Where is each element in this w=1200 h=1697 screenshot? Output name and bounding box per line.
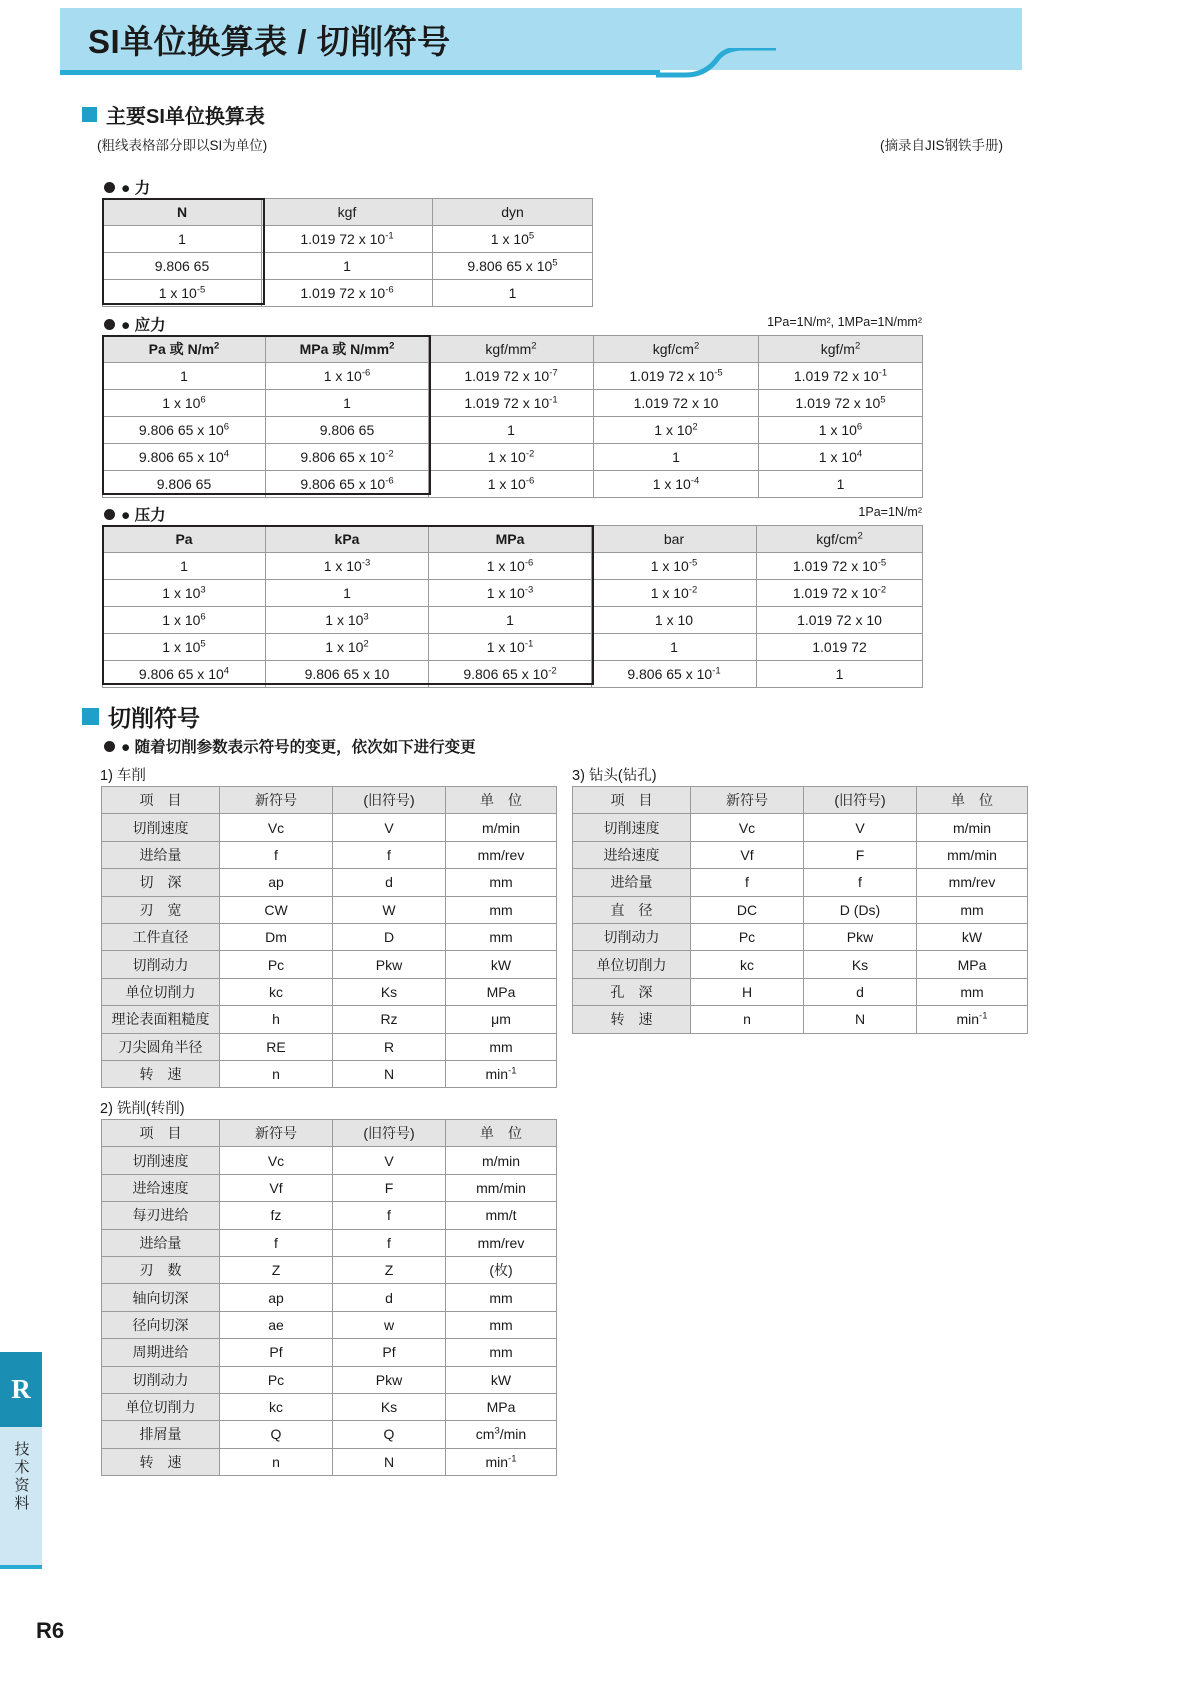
table-cell: n xyxy=(691,1006,804,1033)
table-cell: Vc xyxy=(220,814,333,841)
table-cell: f xyxy=(333,841,446,868)
table-cell: mm xyxy=(917,978,1028,1005)
table-cell: 周期进给 xyxy=(102,1339,220,1366)
table-cell: 1.019 72 x $10^{-2}$ xyxy=(757,580,923,607)
column-header: 单 位 xyxy=(446,787,557,814)
table-cell: 9.806 65 x $10^{-2}$ xyxy=(429,661,592,688)
table-cell: 进给量 xyxy=(102,1229,220,1256)
table-cell: $\min^{-1}$ xyxy=(446,1060,557,1087)
table-cell: 9.806 65 x $10^4$ xyxy=(103,661,266,688)
table-header-row xyxy=(102,1120,557,1147)
table-cell: Z xyxy=(333,1256,446,1283)
table-cell: W xyxy=(333,896,446,923)
table-cell: mm/rev xyxy=(446,1229,557,1256)
dot-bullet-icon xyxy=(104,319,115,330)
table-cell: f xyxy=(804,869,917,896)
table-cell: m/min xyxy=(446,1147,557,1174)
table-cell: D xyxy=(333,923,446,950)
table-cell: Dm xyxy=(220,923,333,950)
force-label xyxy=(104,176,150,198)
table-row xyxy=(102,1256,557,1283)
table-cell: $cm^3/\min$ xyxy=(446,1421,557,1448)
table-row xyxy=(102,1174,557,1201)
table-cell: Pkw xyxy=(333,1366,446,1393)
table-cell: 1 xyxy=(594,444,759,471)
table-cell: 1 x $10^2$ xyxy=(594,417,759,444)
table-cell: 1.019 72 x $10^5$ xyxy=(759,390,923,417)
table-cell: 转 速 xyxy=(102,1060,220,1087)
table-row xyxy=(103,226,593,253)
table-cell: 1 x $10^6$ xyxy=(103,390,266,417)
table-row xyxy=(102,1421,557,1448)
table-cell: 9.806 65 x $10^5$ xyxy=(433,253,593,280)
table-row xyxy=(103,253,593,280)
milling-symbol-table xyxy=(101,1119,557,1476)
table-cell: 1 x $10^6$ xyxy=(103,607,266,634)
table-cell: D (Ds) xyxy=(804,896,917,923)
table-cell: 1.019 72 x 10 xyxy=(594,390,759,417)
table-cell: Ks xyxy=(333,978,446,1005)
table-cell: Vc xyxy=(691,814,804,841)
table-cell: 单位切削力 xyxy=(102,978,220,1005)
force-conversion-table xyxy=(102,198,593,307)
table-cell: 1 x $10^5$ xyxy=(433,226,593,253)
table-cell: MPa xyxy=(917,951,1028,978)
table-cell: Pc xyxy=(691,923,804,950)
column-header: Pa 或 $N/m^2$ xyxy=(103,336,266,363)
table-cell: 1 x $10^{-5}$ xyxy=(103,280,262,307)
side-tab-underline xyxy=(0,1565,42,1569)
table-row xyxy=(102,923,557,950)
table-cell: 1 x $10^2$ xyxy=(266,634,429,661)
table-row xyxy=(573,841,1028,868)
turning-symbol-table xyxy=(101,786,557,1088)
dot-bullet-icon xyxy=(104,182,115,193)
table-cell: mm xyxy=(917,896,1028,923)
column-header: 项 目 xyxy=(573,787,691,814)
table-row xyxy=(102,869,557,896)
table-cell: mm xyxy=(446,869,557,896)
column-header: kgf/$mm^2$ xyxy=(429,336,594,363)
table-cell: ap xyxy=(220,1284,333,1311)
stress-conversion-table xyxy=(102,335,923,498)
table-cell: n xyxy=(220,1060,333,1087)
column-header: 新符号 xyxy=(220,787,333,814)
column-header: dyn xyxy=(433,199,593,226)
column-header: 单 位 xyxy=(917,787,1028,814)
table-cell: m/min xyxy=(917,814,1028,841)
table-row xyxy=(573,814,1028,841)
table-row xyxy=(103,363,923,390)
table-cell: d xyxy=(804,978,917,1005)
table-cell: 1 x $10^{-2}$ xyxy=(592,580,757,607)
table-cell: f xyxy=(333,1229,446,1256)
table-cell: 刃 数 xyxy=(102,1256,220,1283)
pressure-equation: 1Pa=1N/m² xyxy=(858,505,922,519)
table-cell: F xyxy=(804,841,917,868)
table-cell: 1 x $10^{-6}$ xyxy=(266,363,429,390)
table-cell: Z xyxy=(220,1256,333,1283)
table-cell: MPa xyxy=(446,1393,557,1420)
table-cell: 1 xyxy=(592,634,757,661)
table-cell: 1.019 72 x $10^{-5}$ xyxy=(757,553,923,580)
square-bullet-icon xyxy=(82,107,97,122)
table-cell: 排屑量 xyxy=(102,1421,220,1448)
table-cell: 1 xyxy=(266,390,429,417)
table-cell: fz xyxy=(220,1202,333,1229)
cutting-intro xyxy=(104,735,476,757)
table-cell: Pc xyxy=(220,951,333,978)
table-row xyxy=(103,634,923,661)
square-bullet-icon xyxy=(82,708,99,725)
table-cell: 转 速 xyxy=(573,1006,691,1033)
table-cell: ap xyxy=(220,869,333,896)
table-cell: Pf xyxy=(220,1339,333,1366)
table-cell: V xyxy=(804,814,917,841)
table-cell: 单位切削力 xyxy=(102,1393,220,1420)
column-header: bar xyxy=(592,526,757,553)
table-cell: DC xyxy=(691,896,804,923)
table-cell: kW xyxy=(446,951,557,978)
table-row xyxy=(102,1229,557,1256)
table-cell: CW xyxy=(220,896,333,923)
table-row xyxy=(573,869,1028,896)
table-header-row xyxy=(103,199,593,226)
table-row xyxy=(103,607,923,634)
table-cell: f xyxy=(220,841,333,868)
table-cell: 1.019 72 x $10^{-5}$ xyxy=(594,363,759,390)
column-header: kgf/$m^2$ xyxy=(759,336,923,363)
table-cell: 1 x $10^6$ xyxy=(759,417,923,444)
table-cell: Q xyxy=(220,1421,333,1448)
turning-caption: 1) 车削 xyxy=(100,768,146,784)
table-row xyxy=(102,1366,557,1393)
table-cell: $\min^{-1}$ xyxy=(917,1006,1028,1033)
table-cell: mm/rev xyxy=(917,869,1028,896)
table-row xyxy=(103,580,923,607)
table-cell: mm/min xyxy=(917,841,1028,868)
table-cell: mm/rev xyxy=(446,841,557,868)
table-cell: 1 xyxy=(103,226,262,253)
stress-label xyxy=(104,313,166,335)
table-header-row xyxy=(573,787,1028,814)
table-cell: 进给速度 xyxy=(573,841,691,868)
table-cell: mm xyxy=(446,1033,557,1060)
column-header: MPa xyxy=(429,526,592,553)
side-tab-letter-text: R xyxy=(11,1374,31,1404)
table-cell: 1 xyxy=(759,471,923,498)
table-cell: RE xyxy=(220,1033,333,1060)
table-row xyxy=(103,280,593,307)
table-cell: 9.806 65 xyxy=(103,471,266,498)
table-cell: 9.806 65 xyxy=(266,417,429,444)
table-cell: w xyxy=(333,1311,446,1338)
table-cell: 进给量 xyxy=(102,841,220,868)
pressure-conversion-table xyxy=(102,525,923,688)
table-row xyxy=(102,814,557,841)
table-cell: 1 xyxy=(103,363,266,390)
table-cell: H xyxy=(691,978,804,1005)
table-cell: Pkw xyxy=(804,923,917,950)
table-cell: (枚) xyxy=(446,1256,557,1283)
table-cell: R xyxy=(333,1033,446,1060)
table-row xyxy=(102,951,557,978)
table-cell: Pf xyxy=(333,1339,446,1366)
table-row xyxy=(102,1448,557,1475)
table-cell: 工件直径 xyxy=(102,923,220,950)
table-cell: 1 xyxy=(429,417,594,444)
table-cell: 切削动力 xyxy=(102,1366,220,1393)
table-cell: kc xyxy=(220,1393,333,1420)
table-cell: 切削速度 xyxy=(573,814,691,841)
table-cell: 切削动力 xyxy=(573,923,691,950)
table-cell: Pc xyxy=(220,1366,333,1393)
table-cell: 1.019 72 x 10 xyxy=(757,607,923,634)
table-cell: Ks xyxy=(804,951,917,978)
table-row xyxy=(103,390,923,417)
si-note-left: (粗线表格部分即以SI为单位) xyxy=(97,138,268,153)
table-row xyxy=(102,1339,557,1366)
table-cell: N xyxy=(333,1448,446,1475)
table-cell: 1 x $10^{-2}$ xyxy=(429,444,594,471)
table-cell: F xyxy=(333,1174,446,1201)
stress-label-text: ● 应力 xyxy=(121,317,166,334)
table-cell: 1 x $10^{-5}$ xyxy=(592,553,757,580)
table-cell: mm xyxy=(446,1284,557,1311)
section-heading-cutting-symbols xyxy=(82,700,200,733)
table-cell: 1 xyxy=(103,553,266,580)
column-header: Pa xyxy=(103,526,266,553)
table-cell: f xyxy=(691,869,804,896)
table-row xyxy=(103,444,923,471)
column-header: kPa xyxy=(266,526,429,553)
side-tab-label-text: 技术资料 xyxy=(12,1441,30,1513)
section-heading-si-table xyxy=(82,100,265,129)
table-cell: 1 x $10^3$ xyxy=(266,607,429,634)
table-row xyxy=(573,978,1028,1005)
table-cell: 理论表面粗糙度 xyxy=(102,1006,220,1033)
table-cell: 单位切削力 xyxy=(573,951,691,978)
column-header: (旧符号) xyxy=(333,1120,446,1147)
table-row xyxy=(102,978,557,1005)
table-cell: Ks xyxy=(333,1393,446,1420)
table-row xyxy=(102,1202,557,1229)
table-cell: N xyxy=(804,1006,917,1033)
section2-title: 切削符号 xyxy=(108,705,200,731)
table-row xyxy=(103,661,923,688)
column-header: (旧符号) xyxy=(804,787,917,814)
table-cell: 9.806 65 x $10^6$ xyxy=(103,417,266,444)
table-row xyxy=(103,553,923,580)
table-cell: 1 xyxy=(757,661,923,688)
table-row xyxy=(102,896,557,923)
column-header: kgf xyxy=(262,199,433,226)
table-cell: 1.019 72 x $10^{-1}$ xyxy=(262,226,433,253)
table-cell: mm/t xyxy=(446,1202,557,1229)
table-cell: h xyxy=(220,1006,333,1033)
table-cell: MPa xyxy=(446,978,557,1005)
drilling-caption: 3) 钻头(钻孔) xyxy=(572,768,657,784)
table-cell: 9.806 65 x $10^4$ xyxy=(103,444,266,471)
table-cell: 9.806 65 x $10^{-1}$ xyxy=(592,661,757,688)
table-cell: mm/min xyxy=(446,1174,557,1201)
table-cell: 1.019 72 x $10^{-1}$ xyxy=(429,390,594,417)
column-header: 新符号 xyxy=(691,787,804,814)
table-row xyxy=(573,1006,1028,1033)
table-cell: f xyxy=(333,1202,446,1229)
table-cell: 1 xyxy=(262,253,433,280)
table-cell: 1 x $10^5$ xyxy=(103,634,266,661)
page-number: R6 xyxy=(36,1618,65,1643)
header-underline xyxy=(60,70,660,75)
table-cell: d xyxy=(333,869,446,896)
table-cell: 刃 宽 xyxy=(102,896,220,923)
table-header-row xyxy=(103,526,923,553)
drilling-symbol-table xyxy=(572,786,1028,1034)
table-cell: $\min^{-1}$ xyxy=(446,1448,557,1475)
stress-equation: 1Pa=1N/m², 1MPa=1N/mm² xyxy=(767,315,922,329)
table-cell: 进给量 xyxy=(573,869,691,896)
table-cell: f xyxy=(220,1229,333,1256)
pressure-label-text: ● 压力 xyxy=(121,507,166,524)
table-cell: Pkw xyxy=(333,951,446,978)
dot-bullet-icon xyxy=(104,741,115,752)
milling-caption: 2) 铣削(转削) xyxy=(100,1101,185,1117)
table-cell: m/min xyxy=(446,814,557,841)
dot-bullet-icon xyxy=(104,509,115,520)
si-note-right: (摘录自JIS钢铁手册) xyxy=(880,138,1003,153)
table-cell: 1 x $10^3$ xyxy=(103,580,266,607)
table-cell: Rz xyxy=(333,1006,446,1033)
table-cell: 1 xyxy=(433,280,593,307)
side-index-tab-label[interactable] xyxy=(0,1427,42,1565)
column-header: 项 目 xyxy=(102,1120,220,1147)
force-label-text: ● 力 xyxy=(121,180,151,197)
table-cell: 1 x $10^{-3}$ xyxy=(429,580,592,607)
table-cell: kc xyxy=(220,978,333,1005)
pressure-label xyxy=(104,503,166,525)
column-header: kgf/$cm^2$ xyxy=(757,526,923,553)
table-cell: 1 x $10^4$ xyxy=(759,444,923,471)
table-header-row xyxy=(103,336,923,363)
table-cell: 1 x $10^{-3}$ xyxy=(266,553,429,580)
table-row xyxy=(102,1393,557,1420)
table-cell: 切削速度 xyxy=(102,1147,220,1174)
column-header: MPa 或 $N/mm^2$ xyxy=(266,336,429,363)
table-cell: μm xyxy=(446,1006,557,1033)
table-cell: 切削动力 xyxy=(102,951,220,978)
table-row xyxy=(102,1060,557,1087)
table-cell: 1 x $10^{-1}$ xyxy=(429,634,592,661)
table-row xyxy=(102,1006,557,1033)
table-cell: 1 xyxy=(429,607,592,634)
table-cell: 径向切深 xyxy=(102,1311,220,1338)
table-cell: 1 x 10 xyxy=(592,607,757,634)
table-cell: 1 x $10^{-4}$ xyxy=(594,471,759,498)
table-cell: 9.806 65 x 10 xyxy=(266,661,429,688)
column-header: kgf/$cm^2$ xyxy=(594,336,759,363)
table-cell: 1.019 72 x $10^{-7}$ xyxy=(429,363,594,390)
table-cell: mm xyxy=(446,1311,557,1338)
table-cell: V xyxy=(333,814,446,841)
table-cell: 刀尖圆角半径 xyxy=(102,1033,220,1060)
table-cell: N xyxy=(333,1060,446,1087)
table-cell: 轴向切深 xyxy=(102,1284,220,1311)
page-header xyxy=(60,8,1200,80)
table-row xyxy=(102,1284,557,1311)
table-cell: 转 速 xyxy=(102,1448,220,1475)
column-header: N xyxy=(103,199,262,226)
table-row xyxy=(573,896,1028,923)
table-cell: n xyxy=(220,1448,333,1475)
table-cell: 9.806 65 x $10^{-6}$ xyxy=(266,471,429,498)
side-index-tab-letter[interactable] xyxy=(0,1352,42,1427)
table-cell: V xyxy=(333,1147,446,1174)
column-header: (旧符号) xyxy=(333,787,446,814)
table-cell: 每刃进给 xyxy=(102,1202,220,1229)
cutting-intro-text: ● 随着切削参数表示符号的变更，依次如下进行变更 xyxy=(121,739,476,756)
column-header: 单 位 xyxy=(446,1120,557,1147)
table-cell: kW xyxy=(917,923,1028,950)
table-cell: 切 深 xyxy=(102,869,220,896)
table-cell: 切削速度 xyxy=(102,814,220,841)
table-row xyxy=(573,923,1028,950)
table-cell: 1.019 72 x $10^{-6}$ xyxy=(262,280,433,307)
table-cell: 9.806 65 x $10^{-2}$ xyxy=(266,444,429,471)
table-cell: kc xyxy=(691,951,804,978)
table-cell: mm xyxy=(446,1339,557,1366)
table-cell: 1.019 72 x $10^{-1}$ xyxy=(759,363,923,390)
table-row xyxy=(103,417,923,444)
table-cell: 1 xyxy=(266,580,429,607)
table-row xyxy=(573,951,1028,978)
table-cell: Vf xyxy=(220,1174,333,1201)
table-row xyxy=(102,1033,557,1060)
table-cell: kW xyxy=(446,1366,557,1393)
table-header-row xyxy=(102,787,557,814)
table-row xyxy=(103,471,923,498)
table-cell: Q xyxy=(333,1421,446,1448)
section1-title: 主要SI单位换算表 xyxy=(106,106,265,128)
table-cell: 9.806 65 xyxy=(103,253,262,280)
table-cell: d xyxy=(333,1284,446,1311)
table-cell: 直 径 xyxy=(573,896,691,923)
table-cell: mm xyxy=(446,896,557,923)
column-header: 项 目 xyxy=(102,787,220,814)
table-row xyxy=(102,1147,557,1174)
table-row xyxy=(102,841,557,868)
table-cell: 1.019 72 xyxy=(757,634,923,661)
table-cell: 1 x $10^{-6}$ xyxy=(429,553,592,580)
table-cell: 孔 深 xyxy=(573,978,691,1005)
page-title: SI单位换算表 / 切削符号 xyxy=(88,23,451,60)
table-cell: Vf xyxy=(691,841,804,868)
column-header: 新符号 xyxy=(220,1120,333,1147)
table-cell: 进给速度 xyxy=(102,1174,220,1201)
table-cell: mm xyxy=(446,923,557,950)
table-cell: Vc xyxy=(220,1147,333,1174)
table-row xyxy=(102,1311,557,1338)
table-cell: 1 x $10^{-6}$ xyxy=(429,471,594,498)
header-curve-decoration xyxy=(656,48,776,80)
table-cell: ae xyxy=(220,1311,333,1338)
